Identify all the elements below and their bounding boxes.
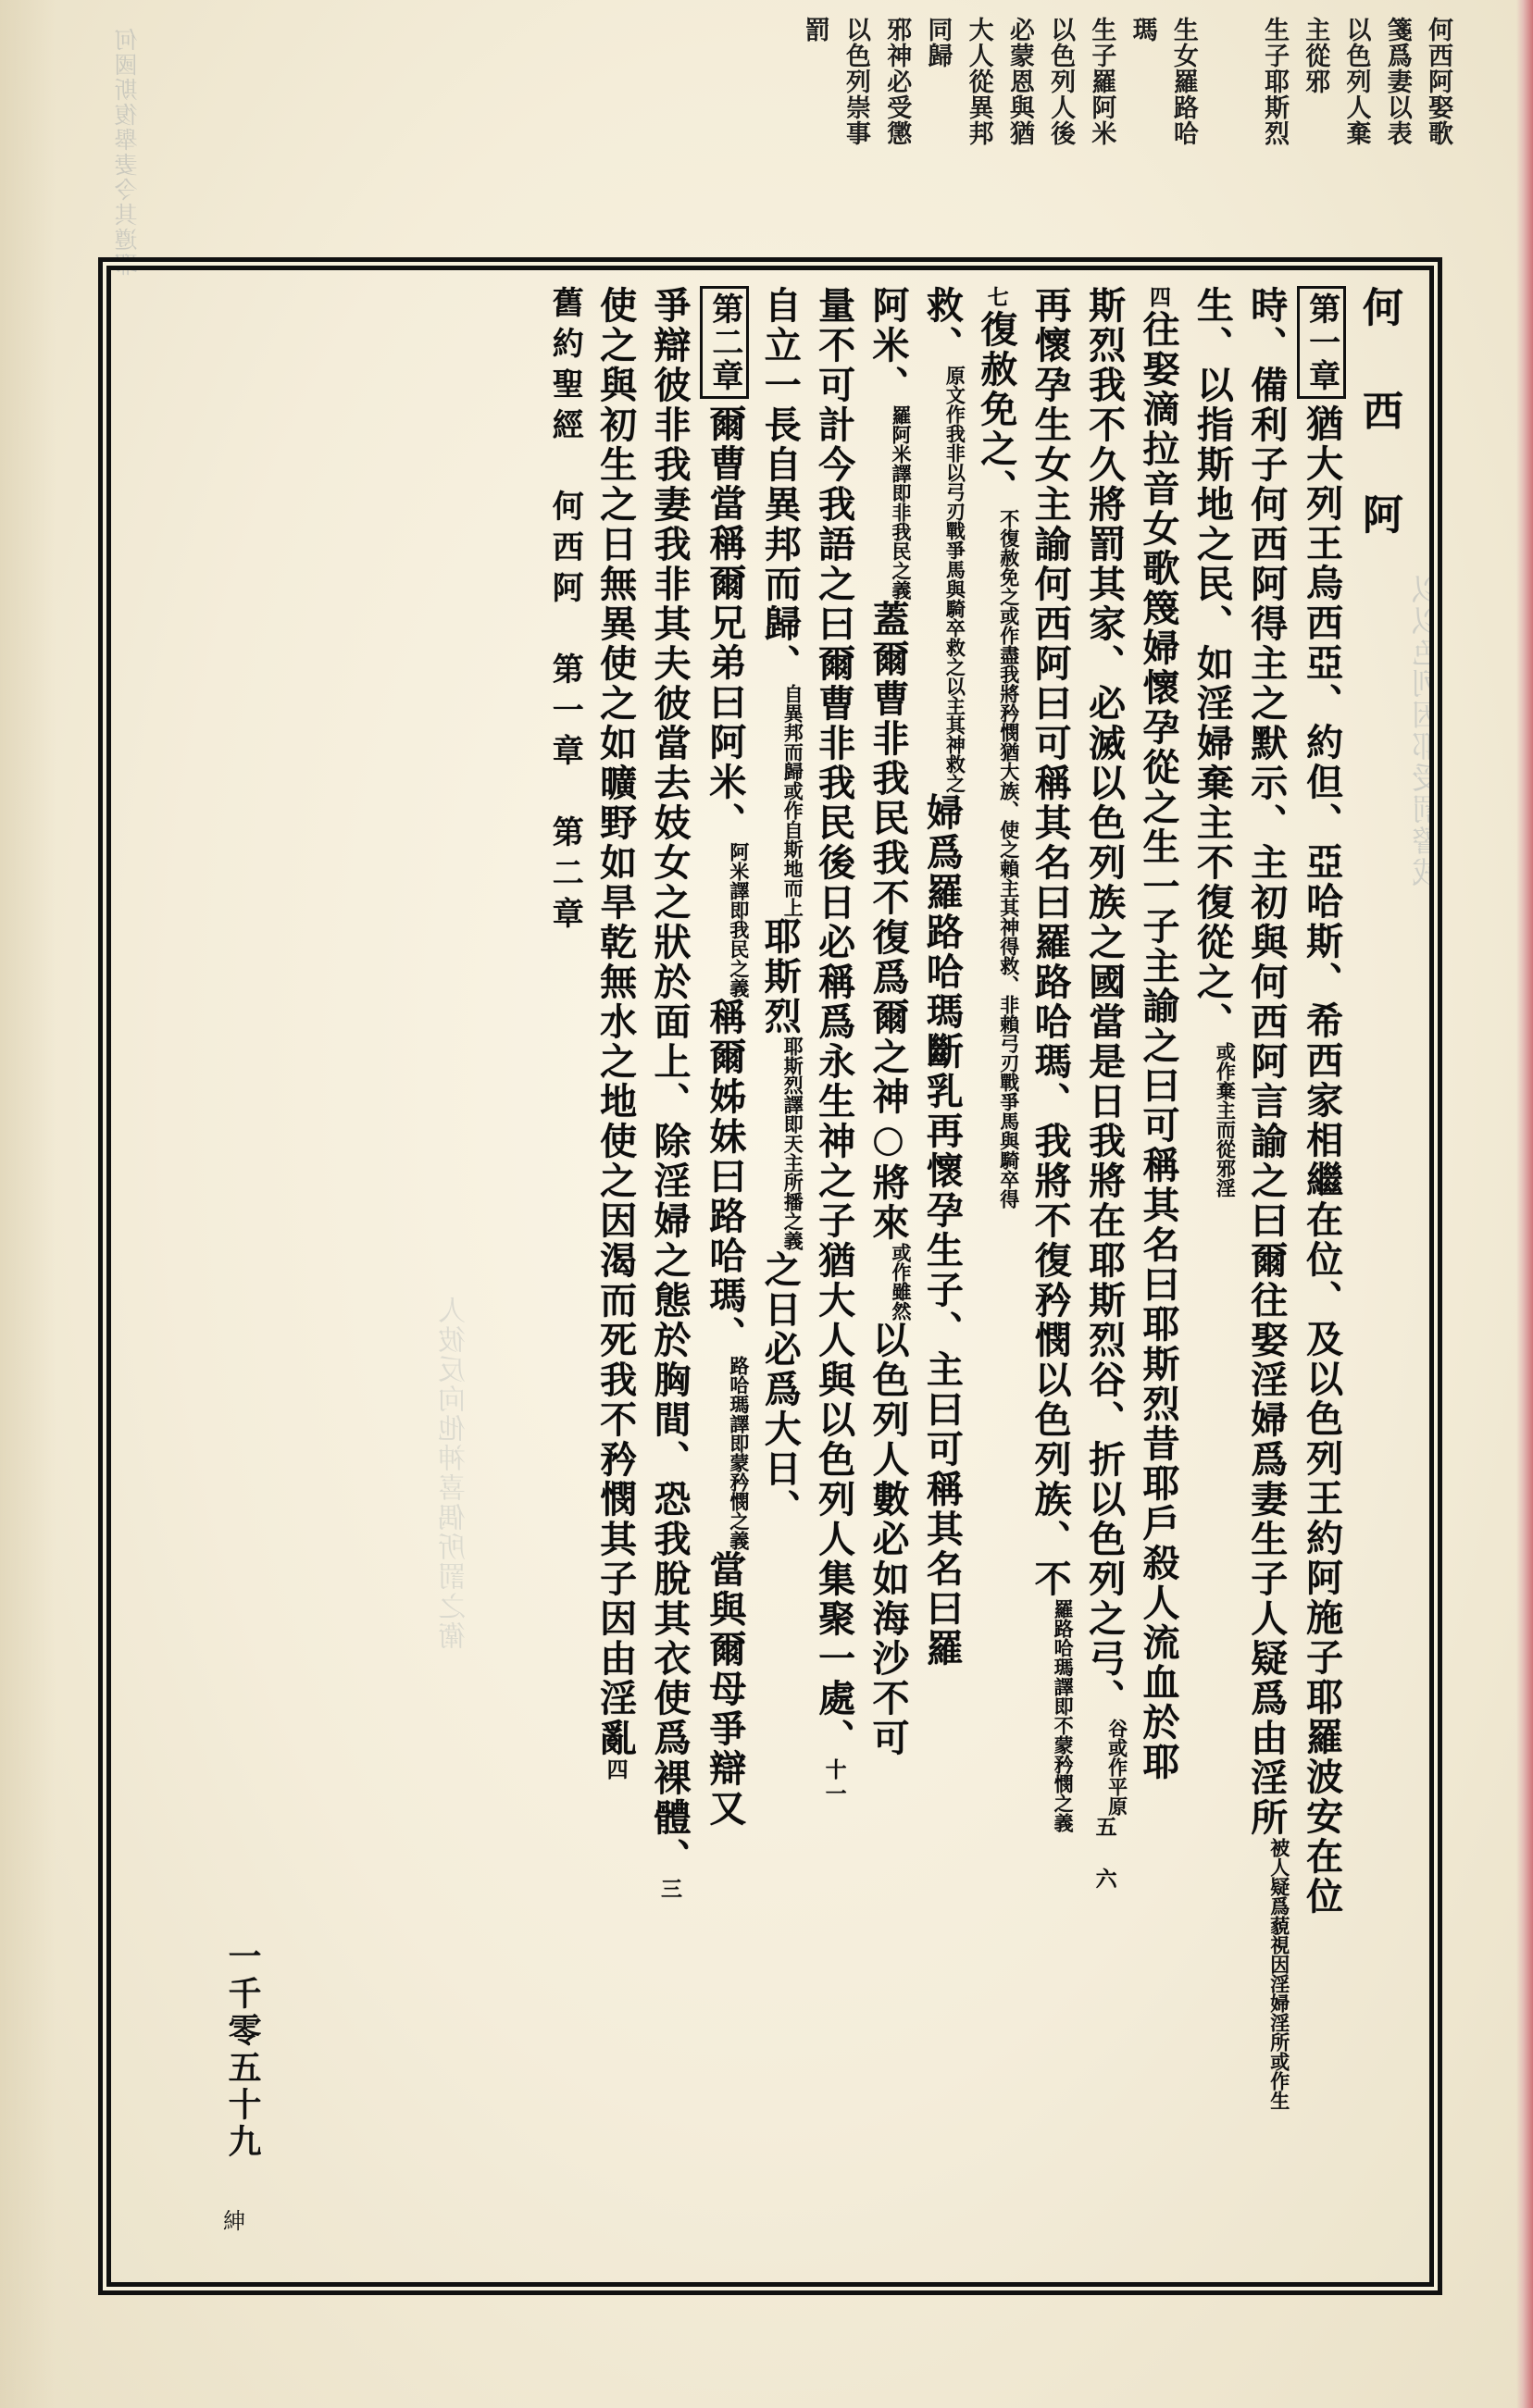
running-title-column: 何 西 阿 bbox=[1355, 286, 1402, 545]
body-column-2 bbox=[1239, 286, 1292, 2268]
page-right-edge-red bbox=[1516, 0, 1533, 2408]
body-text-12: 爾曹當稱爾兄弟曰阿米、 bbox=[703, 404, 747, 842]
interlinear-note-11b: 耶斯烈譯即天主所播之義 bbox=[781, 1036, 805, 1250]
spine-column: 舊約聖經 何西阿 第一章 第二章 bbox=[546, 286, 584, 937]
top-margin-col-13: 以色列崇事 bbox=[841, 17, 870, 146]
top-margin-headings bbox=[81, 17, 1452, 146]
body-column-5 bbox=[1077, 286, 1130, 2268]
top-margin-col-7: 生子羅阿米 bbox=[1087, 17, 1116, 146]
body-column-11 bbox=[753, 286, 806, 2268]
top-margin-col-12: 邪神必受懲 bbox=[882, 17, 912, 146]
text-columns bbox=[116, 275, 1425, 2278]
body-text-14: 使之與初生之日無異使之如曠野如旱乾無水之地使之因渴而死我不矜憫其子因由淫亂 bbox=[593, 286, 638, 1758]
interlinear-note-12: 阿米譯即我民之義 bbox=[727, 842, 751, 998]
interlinear-note-12b: 路哈瑪譯即蒙矜憫之義 bbox=[727, 1356, 751, 1550]
verse-marker-4: 四 bbox=[1145, 286, 1171, 310]
body-text-9: 阿米、 bbox=[866, 286, 910, 405]
top-margin-col-2: 以色列人棄 bbox=[1341, 17, 1371, 146]
body-column-7 bbox=[968, 286, 1022, 2268]
body-column-9 bbox=[861, 286, 915, 2268]
top-margin-col-10: 大人從異邦 bbox=[964, 17, 993, 146]
body-text-5: 斯烈我不久將罰其家、必滅以色列族之國當是日我將在耶斯烈谷、折以色列之弓、 bbox=[1082, 286, 1127, 1719]
bleed-through-text-2: 以以色列因耶受罰警戒 bbox=[1411, 574, 1446, 888]
body-text-3: 生、以指斯地之民、如淫婦棄主不復從之、 bbox=[1190, 286, 1235, 1042]
body-column-14 bbox=[588, 286, 642, 2268]
body-text-10: 量不可計今我語之曰爾曹非我民後日必稱爲永生神之子猶大人與以色列人集聚一處、 bbox=[812, 286, 856, 1758]
top-margin-col-14: 罰 bbox=[800, 17, 829, 43]
page-number: 一千零五十九 bbox=[223, 1939, 262, 2161]
body-column-10 bbox=[806, 286, 860, 2268]
chapter-one-label: 第一章 bbox=[1297, 286, 1346, 399]
interlinear-note-11: 自異邦而歸或作自斯地而上 bbox=[781, 684, 805, 917]
bleed-through-text-1: 何國斯復舉妻令其遵耶 bbox=[114, 28, 141, 278]
interlinear-note-9b: 或作雖然 bbox=[890, 1243, 913, 1321]
body-text-13: 爭辯彼非我妻我非其夫彼當去妓女之狀於面上、除淫婦之態於胸間、恐我脫其衣使爲裸體、 bbox=[648, 286, 692, 1878]
body-text-11-tail: 耶斯烈 bbox=[758, 917, 803, 1036]
body-text-2: 時、備利子何西阿得主之默示、主初與何西阿言諭之曰爾往娶淫婦爲妻生子人疑爲由淫所 bbox=[1244, 286, 1289, 1838]
interlinear-note-7: 不復赦免之或作盡我將矜憫猶大族、使之賴主其神得救、非賴弓刃戰爭馬與騎卒得 bbox=[997, 509, 1021, 1209]
interlinear-note-6: 羅路哈瑪譯即不蒙矜憫之義 bbox=[1052, 1599, 1076, 1832]
top-margin-col-9: 必蒙恩與猶 bbox=[1004, 17, 1034, 146]
top-margin-col-5: 生女羅路哈 bbox=[1168, 17, 1198, 146]
body-text-11: 自立一長自異邦而歸、 bbox=[758, 286, 803, 684]
top-margin-col-0: 何西阿娶歌 bbox=[1424, 17, 1452, 146]
verse-marker-14: 四 bbox=[603, 1758, 629, 1782]
top-margin-col-3: 主從邪 bbox=[1301, 17, 1330, 94]
top-margin-col-8: 以色列人後 bbox=[1046, 17, 1076, 146]
body-column-1 bbox=[1293, 286, 1350, 2268]
bleed-through-text-3: 人彼反向他神喜偶所罰之衛 bbox=[439, 1296, 471, 1651]
body-text-4: 往娶滴拉音女歌篾婦懷孕從之生一子主諭之曰可稱其名曰耶斯烈昔耶戶殺人流血於耶 bbox=[1136, 310, 1180, 1782]
interlinear-note-5: 谷或作平原 bbox=[1105, 1719, 1129, 1816]
verse-marker-10: 十一 bbox=[821, 1758, 847, 1806]
interlinear-note-3: 或作棄主而從邪淫 bbox=[1214, 1042, 1238, 1198]
body-text-1: 猶大列王烏西亞、約但、亞哈斯、希西家相繼在位、及以色列王約阿施子耶羅波安在位 bbox=[1300, 404, 1344, 1917]
body-text-9-tail2: 以色列人數必如海沙不可 bbox=[866, 1321, 910, 1758]
body-text-11-tail2: 之日必爲大日、 bbox=[758, 1250, 803, 1529]
body-text-7: 復赦免之、 bbox=[974, 310, 1018, 509]
body-column-4 bbox=[1131, 286, 1185, 2268]
top-margin-col-1: 箋爲妻以表 bbox=[1382, 17, 1412, 146]
chapter-two-label: 第二章 bbox=[700, 286, 749, 399]
top-margin-col-6: 瑪 bbox=[1128, 17, 1157, 43]
interlinear-note-8: 原文作我非以弓刃戰爭馬與騎卒救之以主其神救之 bbox=[943, 366, 967, 793]
body-column-3 bbox=[1185, 286, 1239, 2268]
body-text-12-tail: 稱爾姊妹曰路哈瑪、 bbox=[703, 998, 747, 1356]
interlinear-note-9: 羅阿米譯即非我民之義 bbox=[890, 405, 913, 600]
interlinear-note-2: 被人疑爲藐視因淫婦淫所或作生 bbox=[1267, 1838, 1291, 2110]
body-text-8-tail: 婦爲羅路哈瑪斷乳再懷孕生子、主曰可稱其名曰羅 bbox=[920, 793, 965, 1669]
body-text-6: 再懷孕生女主諭何西阿曰可稱其名曰羅路哈瑪、我將不復矜憫以色列族、不 bbox=[1028, 286, 1073, 1599]
body-column-13 bbox=[642, 286, 696, 2268]
body-text-8: 救、 bbox=[920, 286, 965, 366]
top-margin-col-11: 同歸 bbox=[923, 17, 953, 68]
body-text-12-tail2: 當與爾母爭辯又 bbox=[703, 1550, 747, 1829]
top-margin-col-4: 生子耶斯烈 bbox=[1260, 17, 1290, 146]
page-mark: 紳 bbox=[223, 2208, 245, 2234]
text-frame bbox=[98, 257, 1442, 2295]
body-column-8 bbox=[915, 286, 968, 2268]
body-text-9-tail: 蓋爾曹非我民我不復爲爾之神○將來 bbox=[866, 600, 910, 1243]
verse-marker-13: 三 bbox=[657, 1878, 682, 1902]
page-left-edge-shadow bbox=[0, 0, 56, 2408]
body-column-12 bbox=[696, 286, 753, 2268]
body-column-6 bbox=[1023, 286, 1077, 2268]
verse-marker-7: 七 bbox=[983, 286, 1009, 310]
verse-marker-5: 五 六 bbox=[1091, 1816, 1117, 1892]
